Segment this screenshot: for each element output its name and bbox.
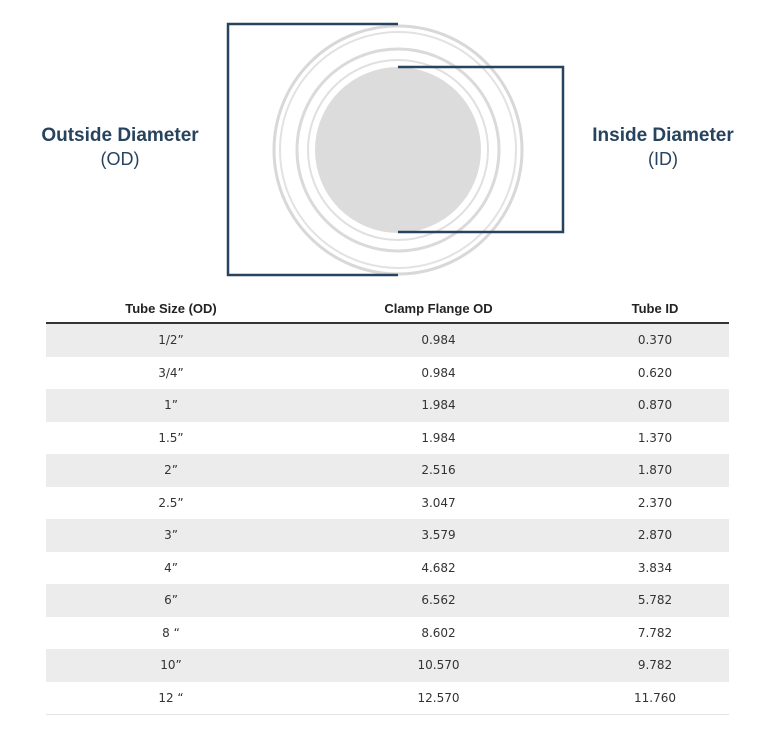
- inside-diameter-label: [578, 124, 748, 170]
- od-abbreviation: (OD): [100, 149, 140, 169]
- table-row: [46, 323, 729, 357]
- tube-size-cell: 1.5”: [46, 422, 296, 455]
- clamp-flange-od-cell: 0.984: [296, 323, 581, 357]
- clamp-flange-od-cell: 2.516: [296, 454, 581, 487]
- tube-size-cell: 2”: [46, 454, 296, 487]
- table-row: [46, 519, 729, 552]
- tube-id-cell: 1.370: [581, 422, 729, 455]
- table-body: [46, 323, 729, 715]
- clamp-flange-od-cell: 1.984: [296, 422, 581, 455]
- clamp-flange-od-cell: 0.984: [296, 357, 581, 390]
- clamp-flange-od-cell: 3.579: [296, 519, 581, 552]
- outside-diameter-label: [30, 124, 210, 170]
- clamp-flange-od-cell: 4.682: [296, 552, 581, 585]
- tube-size-cell: 4”: [46, 552, 296, 585]
- clamp-flange-od-cell: 1.984: [296, 389, 581, 422]
- tube-size-cell: 3/4”: [46, 357, 296, 390]
- tube-size-cell: 1/2”: [46, 323, 296, 357]
- tube-id-cell: 7.782: [581, 617, 729, 650]
- tube-id-cell: 0.370: [581, 323, 729, 357]
- tube-id-cell: 9.782: [581, 649, 729, 682]
- tube-id-cell: 2.370: [581, 487, 729, 520]
- tube-size-cell: 2.5”: [46, 487, 296, 520]
- tube-size-table: [46, 294, 729, 715]
- clamp-flange-od-cell: 6.562: [296, 584, 581, 617]
- table-row: [46, 584, 729, 617]
- column-header-tube-size: Tube Size (OD): [46, 294, 296, 323]
- table-row: [46, 422, 729, 455]
- table-row: [46, 487, 729, 520]
- tube-size-cell: 10”: [46, 649, 296, 682]
- tube-size-cell: 3”: [46, 519, 296, 552]
- table-row: [46, 649, 729, 682]
- table-row: [46, 389, 729, 422]
- table-row: [46, 617, 729, 650]
- table-row: [46, 682, 729, 715]
- clamp-flange-od-cell: 12.570: [296, 682, 581, 715]
- id-title: Inside Diameter: [592, 125, 734, 146]
- table-row: [46, 357, 729, 390]
- id-abbreviation: (ID): [648, 149, 678, 169]
- tube-id-cell: 2.870: [581, 519, 729, 552]
- tube-size-cell: 1”: [46, 389, 296, 422]
- tube-diameter-diagram: [0, 0, 760, 290]
- table-header-row: [46, 294, 729, 323]
- clamp-flange-od-cell: 10.570: [296, 649, 581, 682]
- tube-id-cell: 11.760: [581, 682, 729, 715]
- tube-size-cell: 8 “: [46, 617, 296, 650]
- column-header-clamp-flange-od: Clamp Flange OD: [296, 294, 581, 323]
- column-header-tube-id: Tube ID: [581, 294, 729, 323]
- tube-id-cell: 0.870: [581, 389, 729, 422]
- table-row: [46, 552, 729, 585]
- tube-bore: [315, 67, 481, 233]
- clamp-flange-od-cell: 3.047: [296, 487, 581, 520]
- tube-id-cell: 5.782: [581, 584, 729, 617]
- tube-size-cell: 6”: [46, 584, 296, 617]
- tube-id-cell: 0.620: [581, 357, 729, 390]
- tube-id-cell: 3.834: [581, 552, 729, 585]
- clamp-flange-od-cell: 8.602: [296, 617, 581, 650]
- od-title: Outside Diameter: [41, 125, 199, 146]
- tube-id-cell: 1.870: [581, 454, 729, 487]
- tube-size-cell: 12 “: [46, 682, 296, 715]
- table-row: [46, 454, 729, 487]
